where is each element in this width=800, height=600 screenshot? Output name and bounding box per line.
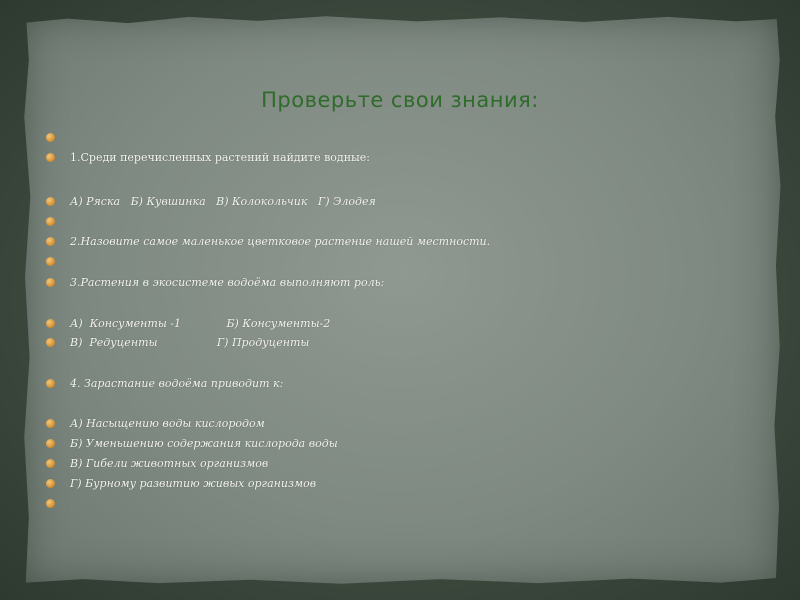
list-item: В) Гибели животных организмов xyxy=(46,454,268,472)
list-item xyxy=(46,212,70,230)
bullet-icon xyxy=(46,338,55,347)
list-item xyxy=(46,252,70,270)
list-item: 2.Назовите самое маленькое цветковое растение нашей местности. xyxy=(46,232,490,250)
bullet-icon xyxy=(46,379,55,388)
bullet-icon xyxy=(46,278,55,287)
list-item: А) Насыщению воды кислородом xyxy=(46,414,265,432)
list-item: 4. Зарастание водоёма приводит к: xyxy=(46,374,283,392)
bullet-icon xyxy=(46,133,55,142)
list-item: А) Консументы -1 Б) Консументы-2 xyxy=(46,314,330,332)
list-item: А) Ряска Б) Кувшинка В) Колокольчик Г) Элодея xyxy=(46,192,376,210)
bullet-icon xyxy=(46,499,55,508)
bullet-icon xyxy=(46,439,55,448)
list-item xyxy=(46,494,70,512)
list-item: Б) Уменьшению содержания кислорода воды xyxy=(46,434,338,452)
bullet-icon xyxy=(46,479,55,488)
bullet-icon xyxy=(46,153,55,162)
list-item xyxy=(46,128,70,146)
bullet-icon xyxy=(46,237,55,246)
list-item: Г) Бурному развитию живых организмов xyxy=(46,474,316,492)
bullet-icon xyxy=(46,257,55,266)
bullet-icon xyxy=(46,459,55,468)
bullet-icon xyxy=(46,419,55,428)
list-item: В) Редуценты Г) Продуценты xyxy=(46,333,309,351)
bullet-icon xyxy=(46,319,55,328)
list-item: 1.Среди перечисленных растений найдите водные: xyxy=(46,148,370,166)
bullet-icon xyxy=(46,217,55,226)
list-item: 3.Растения в экосистеме водоёма выполняют роль: xyxy=(46,273,384,291)
slide-title: Проверьте свои знания: xyxy=(261,88,539,112)
bullet-icon xyxy=(46,197,55,206)
